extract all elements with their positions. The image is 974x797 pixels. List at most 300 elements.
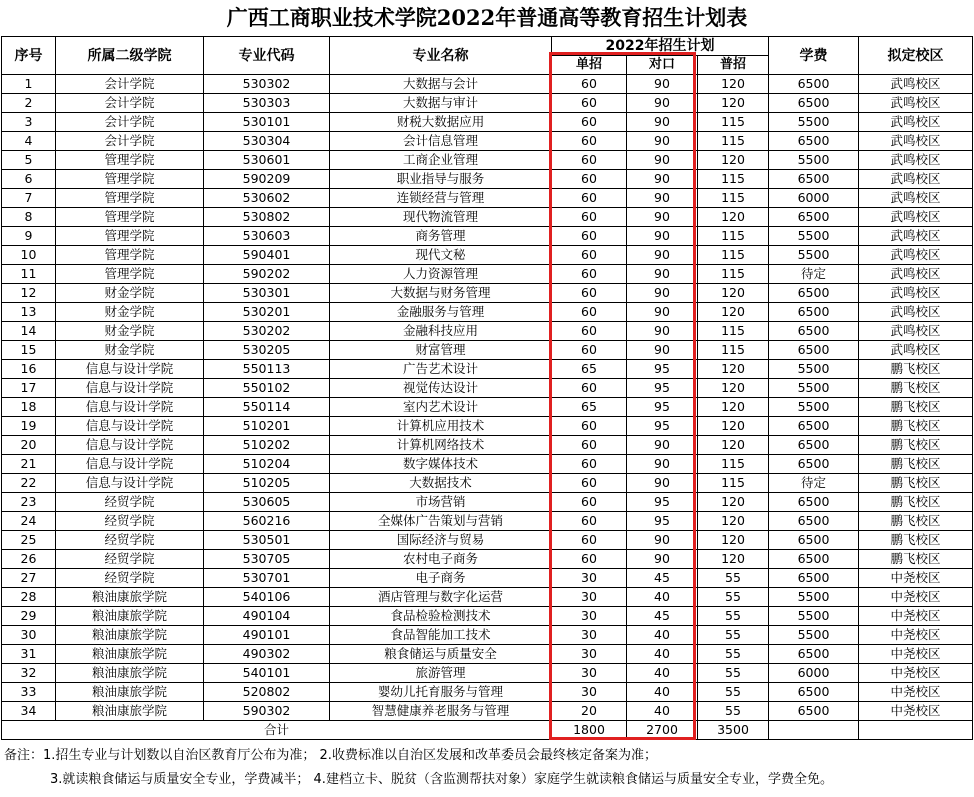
cell-seq: 16 <box>2 360 56 379</box>
cell-college: 粮油康旅学院 <box>56 664 204 683</box>
cell-college: 信息与设计学院 <box>56 474 204 493</box>
cell-campus: 中尧校区 <box>859 569 973 588</box>
cell-major: 现代文秘 <box>330 246 552 265</box>
cell-code: 530201 <box>204 303 330 322</box>
cell-campus: 武鸣校区 <box>859 246 973 265</box>
cell-duikou: 45 <box>627 569 698 588</box>
cell-seq: 5 <box>2 151 56 170</box>
cell-major: 国际经济与贸易 <box>330 531 552 550</box>
cell-danzhao: 60 <box>552 208 627 227</box>
cell-campus: 武鸣校区 <box>859 322 973 341</box>
cell-fee: 6500 <box>769 493 859 512</box>
cell-college: 经贸学院 <box>56 550 204 569</box>
total-duikou: 2700 <box>627 721 698 740</box>
cell-campus: 武鸣校区 <box>859 151 973 170</box>
cell-major: 视觉传达设计 <box>330 379 552 398</box>
cell-campus: 鹏飞校区 <box>859 512 973 531</box>
cell-seq: 27 <box>2 569 56 588</box>
cell-duikou: 90 <box>627 284 698 303</box>
cell-duikou: 90 <box>627 550 698 569</box>
table-row <box>2 550 973 569</box>
cell-duikou: 90 <box>627 151 698 170</box>
cell-duikou: 40 <box>627 626 698 645</box>
cell-puzhao: 55 <box>698 664 769 683</box>
header-duikou: 对口 <box>627 56 698 75</box>
cell-code: 490101 <box>204 626 330 645</box>
cell-major: 人力资源管理 <box>330 265 552 284</box>
cell-danzhao: 60 <box>552 75 627 94</box>
cell-duikou: 90 <box>627 189 698 208</box>
header-campus: 拟定校区 <box>859 37 973 75</box>
cell-college: 会计学院 <box>56 94 204 113</box>
cell-puzhao: 120 <box>698 284 769 303</box>
cell-duikou: 95 <box>627 493 698 512</box>
cell-code: 490104 <box>204 607 330 626</box>
table-row <box>2 607 973 626</box>
cell-major: 大数据与财务管理 <box>330 284 552 303</box>
cell-seq: 13 <box>2 303 56 322</box>
cell-seq: 12 <box>2 284 56 303</box>
cell-code: 510202 <box>204 436 330 455</box>
cell-campus: 武鸣校区 <box>859 227 973 246</box>
cell-danzhao: 30 <box>552 607 627 626</box>
cell-college: 财金学院 <box>56 341 204 360</box>
cell-seq: 30 <box>2 626 56 645</box>
cell-college: 粮油康旅学院 <box>56 588 204 607</box>
table-row <box>2 227 973 246</box>
cell-fee: 5500 <box>769 588 859 607</box>
cell-seq: 8 <box>2 208 56 227</box>
cell-fee: 6500 <box>769 683 859 702</box>
cell-seq: 1 <box>2 75 56 94</box>
cell-puzhao: 120 <box>698 208 769 227</box>
header-college: 所属二级学院 <box>56 37 204 75</box>
cell-college: 经贸学院 <box>56 512 204 531</box>
cell-campus: 武鸣校区 <box>859 284 973 303</box>
cell-seq: 2 <box>2 94 56 113</box>
table-row <box>2 94 973 113</box>
cell-code: 590302 <box>204 702 330 721</box>
cell-college: 经贸学院 <box>56 531 204 550</box>
cell-college: 管理学院 <box>56 265 204 284</box>
cell-fee: 待定 <box>769 474 859 493</box>
cell-puzhao: 120 <box>698 151 769 170</box>
cell-college: 管理学院 <box>56 151 204 170</box>
cell-danzhao: 60 <box>552 113 627 132</box>
cell-danzhao: 60 <box>552 246 627 265</box>
cell-seq: 10 <box>2 246 56 265</box>
cell-code: 530501 <box>204 531 330 550</box>
cell-code: 530304 <box>204 132 330 151</box>
cell-duikou: 40 <box>627 664 698 683</box>
cell-puzhao: 55 <box>698 588 769 607</box>
cell-danzhao: 30 <box>552 645 627 664</box>
cell-fee: 6500 <box>769 132 859 151</box>
cell-puzhao: 115 <box>698 246 769 265</box>
table-row <box>2 683 973 702</box>
cell-puzhao: 120 <box>698 436 769 455</box>
cell-seq: 28 <box>2 588 56 607</box>
cell-danzhao: 60 <box>552 227 627 246</box>
cell-code: 490302 <box>204 645 330 664</box>
cell-seq: 34 <box>2 702 56 721</box>
cell-fee: 5500 <box>769 227 859 246</box>
cell-fee: 6500 <box>769 341 859 360</box>
cell-college: 信息与设计学院 <box>56 455 204 474</box>
table-row <box>2 702 973 721</box>
cell-campus: 鹏飞校区 <box>859 550 973 569</box>
cell-campus: 鹏飞校区 <box>859 531 973 550</box>
cell-duikou: 90 <box>627 455 698 474</box>
table-row <box>2 265 973 284</box>
table-row <box>2 75 973 94</box>
cell-campus: 鹏飞校区 <box>859 455 973 474</box>
table-row <box>2 626 973 645</box>
cell-code: 590401 <box>204 246 330 265</box>
cell-seq: 3 <box>2 113 56 132</box>
table-row <box>2 151 973 170</box>
cell-puzhao: 120 <box>698 75 769 94</box>
cell-code: 530802 <box>204 208 330 227</box>
cell-fee: 6500 <box>769 94 859 113</box>
cell-college: 粮油康旅学院 <box>56 683 204 702</box>
cell-fee: 6500 <box>769 550 859 569</box>
cell-major: 金融科技应用 <box>330 322 552 341</box>
cell-campus: 中尧校区 <box>859 702 973 721</box>
cell-major: 财富管理 <box>330 341 552 360</box>
cell-major: 大数据技术 <box>330 474 552 493</box>
table-row <box>2 398 973 417</box>
cell-campus: 武鸣校区 <box>859 341 973 360</box>
cell-duikou: 95 <box>627 417 698 436</box>
cell-danzhao: 30 <box>552 588 627 607</box>
cell-major: 农村电子商务 <box>330 550 552 569</box>
cell-college: 管理学院 <box>56 208 204 227</box>
cell-college: 会计学院 <box>56 113 204 132</box>
cell-duikou: 90 <box>627 170 698 189</box>
cell-puzhao: 115 <box>698 132 769 151</box>
cell-campus: 中尧校区 <box>859 683 973 702</box>
cell-major: 室内艺术设计 <box>330 398 552 417</box>
total-fee-empty <box>769 721 859 740</box>
cell-college: 管理学院 <box>56 170 204 189</box>
cell-major: 金融服务与管理 <box>330 303 552 322</box>
cell-fee: 6500 <box>769 531 859 550</box>
cell-danzhao: 60 <box>552 341 627 360</box>
cell-campus: 中尧校区 <box>859 664 973 683</box>
cell-code: 530705 <box>204 550 330 569</box>
total-label: 合计 <box>2 721 552 740</box>
cell-danzhao: 60 <box>552 379 627 398</box>
table-row <box>2 132 973 151</box>
cell-seq: 33 <box>2 683 56 702</box>
table-row <box>2 284 973 303</box>
cell-duikou: 40 <box>627 645 698 664</box>
cell-college: 信息与设计学院 <box>56 398 204 417</box>
cell-code: 530602 <box>204 189 330 208</box>
cell-puzhao: 120 <box>698 94 769 113</box>
cell-fee: 5500 <box>769 151 859 170</box>
cell-campus: 武鸣校区 <box>859 94 973 113</box>
table-row <box>2 246 973 265</box>
cell-seq: 29 <box>2 607 56 626</box>
cell-seq: 23 <box>2 493 56 512</box>
cell-puzhao: 115 <box>698 474 769 493</box>
cell-code: 590202 <box>204 265 330 284</box>
notes <box>4 744 972 792</box>
cell-danzhao: 60 <box>552 417 627 436</box>
cell-college: 经贸学院 <box>56 493 204 512</box>
cell-code: 540106 <box>204 588 330 607</box>
cell-college: 信息与设计学院 <box>56 436 204 455</box>
cell-college: 会计学院 <box>56 75 204 94</box>
cell-campus: 武鸣校区 <box>859 75 973 94</box>
cell-danzhao: 30 <box>552 626 627 645</box>
table-row <box>2 645 973 664</box>
cell-duikou: 90 <box>627 132 698 151</box>
table-row <box>2 569 973 588</box>
cell-college: 信息与设计学院 <box>56 360 204 379</box>
cell-fee: 6500 <box>769 303 859 322</box>
cell-code: 510201 <box>204 417 330 436</box>
cell-danzhao: 30 <box>552 664 627 683</box>
note-line-1: 备注：1.招生专业与计划数以自治区教育厅公布为准； 2.收费标准以自治区发展和改革委员会最终核定备案为准； <box>4 748 657 763</box>
cell-college: 财金学院 <box>56 303 204 322</box>
table-row <box>2 588 973 607</box>
cell-campus: 鹏飞校区 <box>859 360 973 379</box>
cell-fee: 6000 <box>769 664 859 683</box>
cell-danzhao: 60 <box>552 151 627 170</box>
cell-seq: 19 <box>2 417 56 436</box>
cell-duikou: 45 <box>627 607 698 626</box>
cell-campus: 中尧校区 <box>859 645 973 664</box>
cell-code: 530101 <box>204 113 330 132</box>
cell-code: 520802 <box>204 683 330 702</box>
cell-major: 广告艺术设计 <box>330 360 552 379</box>
table-row <box>2 113 973 132</box>
header-seq: 序号 <box>2 37 56 75</box>
table-row <box>2 189 973 208</box>
cell-puzhao: 120 <box>698 398 769 417</box>
cell-fee: 6500 <box>769 322 859 341</box>
cell-major: 计算机网络技术 <box>330 436 552 455</box>
cell-college: 粮油康旅学院 <box>56 607 204 626</box>
cell-campus: 鹏飞校区 <box>859 398 973 417</box>
cell-code: 550114 <box>204 398 330 417</box>
cell-puzhao: 55 <box>698 645 769 664</box>
cell-fee: 6500 <box>769 208 859 227</box>
table-row <box>2 360 973 379</box>
cell-danzhao: 65 <box>552 398 627 417</box>
cell-seq: 21 <box>2 455 56 474</box>
cell-seq: 15 <box>2 341 56 360</box>
cell-code: 530202 <box>204 322 330 341</box>
cell-danzhao: 60 <box>552 303 627 322</box>
table-row <box>2 379 973 398</box>
cell-fee: 6500 <box>769 417 859 436</box>
cell-seq: 18 <box>2 398 56 417</box>
cell-duikou: 90 <box>627 113 698 132</box>
cell-college: 信息与设计学院 <box>56 417 204 436</box>
cell-code: 530603 <box>204 227 330 246</box>
cell-duikou: 90 <box>627 474 698 493</box>
cell-puzhao: 120 <box>698 512 769 531</box>
cell-campus: 鹏飞校区 <box>859 493 973 512</box>
cell-code: 550113 <box>204 360 330 379</box>
cell-puzhao: 120 <box>698 303 769 322</box>
cell-seq: 9 <box>2 227 56 246</box>
cell-major: 会计信息管理 <box>330 132 552 151</box>
cell-major: 工商企业管理 <box>330 151 552 170</box>
cell-danzhao: 60 <box>552 132 627 151</box>
cell-fee: 5500 <box>769 398 859 417</box>
cell-campus: 武鸣校区 <box>859 265 973 284</box>
cell-danzhao: 60 <box>552 265 627 284</box>
cell-puzhao: 115 <box>698 341 769 360</box>
cell-major: 全媒体广告策划与营销 <box>330 512 552 531</box>
cell-campus: 鹏飞校区 <box>859 436 973 455</box>
cell-duikou: 90 <box>627 208 698 227</box>
cell-duikou: 95 <box>627 398 698 417</box>
table-row <box>2 170 973 189</box>
cell-college: 粮油康旅学院 <box>56 626 204 645</box>
header-danzhao: 单招 <box>552 56 627 75</box>
cell-fee: 5500 <box>769 246 859 265</box>
cell-fee: 6500 <box>769 75 859 94</box>
cell-puzhao: 55 <box>698 607 769 626</box>
cell-fee: 5500 <box>769 113 859 132</box>
cell-duikou: 90 <box>627 227 698 246</box>
cell-fee: 5500 <box>769 626 859 645</box>
cell-major: 职业指导与服务 <box>330 170 552 189</box>
cell-duikou: 90 <box>627 265 698 284</box>
cell-major: 大数据与会计 <box>330 75 552 94</box>
cell-danzhao: 65 <box>552 360 627 379</box>
cell-seq: 6 <box>2 170 56 189</box>
cell-danzhao: 60 <box>552 436 627 455</box>
cell-seq: 24 <box>2 512 56 531</box>
cell-college: 信息与设计学院 <box>56 379 204 398</box>
cell-college: 粮油康旅学院 <box>56 702 204 721</box>
cell-major: 计算机应用技术 <box>330 417 552 436</box>
table-row <box>2 436 973 455</box>
cell-major: 旅游管理 <box>330 664 552 683</box>
cell-fee: 5500 <box>769 379 859 398</box>
cell-puzhao: 55 <box>698 569 769 588</box>
cell-puzhao: 115 <box>698 227 769 246</box>
table-row <box>2 531 973 550</box>
table-row <box>2 322 973 341</box>
cell-major: 现代物流管理 <box>330 208 552 227</box>
cell-seq: 4 <box>2 132 56 151</box>
cell-campus: 中尧校区 <box>859 607 973 626</box>
page-title: 广西工商职业技术学院2022年普通高等教育招生计划表 <box>226 5 748 30</box>
cell-major: 粮食储运与质量安全 <box>330 645 552 664</box>
cell-danzhao: 20 <box>552 702 627 721</box>
cell-seq: 32 <box>2 664 56 683</box>
cell-code: 510205 <box>204 474 330 493</box>
cell-fee: 6500 <box>769 170 859 189</box>
cell-campus: 武鸣校区 <box>859 208 973 227</box>
cell-fee: 6500 <box>769 284 859 303</box>
cell-fee: 待定 <box>769 265 859 284</box>
cell-seq: 20 <box>2 436 56 455</box>
cell-campus: 武鸣校区 <box>859 303 973 322</box>
header-puzhao: 普招 <box>698 56 769 75</box>
cell-code: 530601 <box>204 151 330 170</box>
table-row <box>2 512 973 531</box>
cell-major: 财税大数据应用 <box>330 113 552 132</box>
table-row <box>2 493 973 512</box>
cell-college: 粮油康旅学院 <box>56 645 204 664</box>
cell-duikou: 90 <box>627 303 698 322</box>
cell-duikou: 95 <box>627 379 698 398</box>
cell-puzhao: 115 <box>698 455 769 474</box>
total-danzhao: 1800 <box>552 721 627 740</box>
cell-puzhao: 120 <box>698 493 769 512</box>
table-row <box>2 208 973 227</box>
cell-major: 市场营销 <box>330 493 552 512</box>
cell-danzhao: 60 <box>552 493 627 512</box>
cell-seq: 11 <box>2 265 56 284</box>
cell-puzhao: 120 <box>698 379 769 398</box>
cell-fee: 6500 <box>769 569 859 588</box>
cell-puzhao: 115 <box>698 322 769 341</box>
cell-puzhao: 55 <box>698 702 769 721</box>
cell-code: 530205 <box>204 341 330 360</box>
table-body <box>2 75 973 721</box>
cell-danzhao: 60 <box>552 322 627 341</box>
cell-duikou: 90 <box>627 322 698 341</box>
cell-code: 530301 <box>204 284 330 303</box>
cell-campus: 武鸣校区 <box>859 113 973 132</box>
table-row <box>2 417 973 436</box>
enrollment-plan-table <box>1 36 973 740</box>
cell-puzhao: 115 <box>698 170 769 189</box>
cell-code: 540101 <box>204 664 330 683</box>
cell-puzhao: 55 <box>698 683 769 702</box>
cell-duikou: 95 <box>627 512 698 531</box>
cell-fee: 6500 <box>769 512 859 531</box>
cell-puzhao: 120 <box>698 417 769 436</box>
cell-duikou: 90 <box>627 94 698 113</box>
cell-danzhao: 60 <box>552 550 627 569</box>
cell-seq: 17 <box>2 379 56 398</box>
cell-campus: 武鸣校区 <box>859 170 973 189</box>
cell-code: 550102 <box>204 379 330 398</box>
cell-code: 510204 <box>204 455 330 474</box>
cell-seq: 7 <box>2 189 56 208</box>
cell-puzhao: 120 <box>698 550 769 569</box>
cell-college: 财金学院 <box>56 284 204 303</box>
cell-seq: 26 <box>2 550 56 569</box>
cell-danzhao: 30 <box>552 569 627 588</box>
cell-major: 酒店管理与数字化运营 <box>330 588 552 607</box>
cell-major: 智慧健康养老服务与管理 <box>330 702 552 721</box>
header-fee: 学费 <box>769 37 859 75</box>
note-line-2: 3.就读粮食储运与质量安全专业，学费减半； 4.建档立卡、脱贫（含监测帮扶对象）家庭学生就读粮食储运与质量安全专业，学费全免。 <box>50 772 833 787</box>
cell-campus: 鹏飞校区 <box>859 474 973 493</box>
total-campus-empty <box>859 721 973 740</box>
cell-major: 数字媒体技术 <box>330 455 552 474</box>
cell-code: 530302 <box>204 75 330 94</box>
cell-code: 530701 <box>204 569 330 588</box>
cell-duikou: 90 <box>627 436 698 455</box>
cell-fee: 6000 <box>769 189 859 208</box>
cell-college: 管理学院 <box>56 189 204 208</box>
cell-major: 大数据与审计 <box>330 94 552 113</box>
cell-puzhao: 120 <box>698 360 769 379</box>
